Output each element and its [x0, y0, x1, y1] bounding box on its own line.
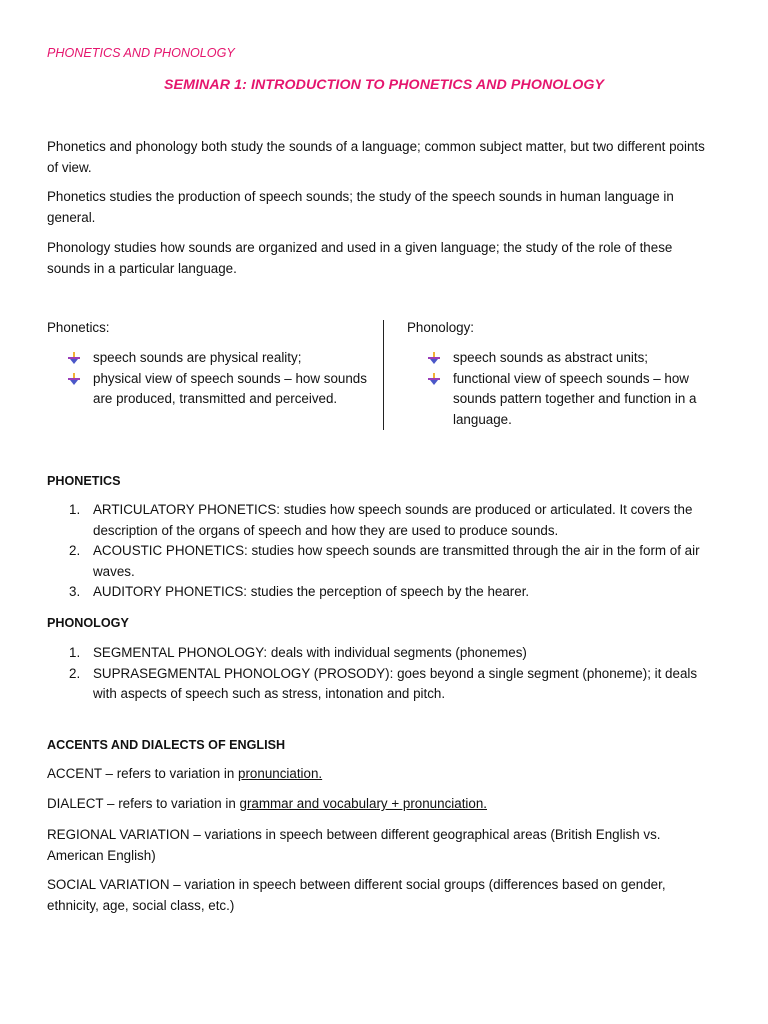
- dialect-definition: [47, 794, 719, 815]
- accent-definition: [47, 764, 719, 785]
- phonology-column-label: Phonology:: [407, 320, 475, 335]
- dialect-underlined-term: grammar and vocabulary + pronunciation.: [239, 796, 488, 811]
- list-item: [47, 541, 719, 582]
- list-item-text: speech sounds as abstract units;: [453, 350, 649, 365]
- list-item: [47, 500, 719, 541]
- intro-paragraph-1: Phonetics and phonology both study the sounds of a language; common subject matter, but two different points of view.: [47, 139, 705, 175]
- arrow-bullet-icon: [68, 352, 80, 364]
- dialect-definition-text: DIALECT – refers to variation in: [47, 796, 240, 811]
- accents-heading: ACCENTS AND DIALECTS OF ENGLISH: [47, 738, 286, 752]
- accent-definition-text: ACCENT – refers to variation in: [47, 766, 239, 781]
- phonetics-list: [47, 500, 719, 603]
- list-item: [47, 643, 719, 664]
- list-item-text: AUDITORY PHONETICS: studies the perception of speech by the hearer.: [93, 584, 530, 599]
- list-item-text: speech sounds are physical reality;: [93, 350, 302, 365]
- list-number: 2.: [69, 543, 81, 558]
- regional-variation: REGIONAL VARIATION – variations in speech between different geographical areas (British English vs. American English): [47, 827, 661, 863]
- list-item: [47, 664, 719, 705]
- intro-paragraph-3: Phonology studies how sounds are organized and used in a given language; the study of the role of these sounds in a particular language.: [47, 240, 673, 276]
- social-variation: SOCIAL VARIATION – variation in speech between different social groups (differences based on gender, ethnicity, age, social class, etc.): [47, 877, 666, 913]
- page-title: SEMINAR 1: INTRODUCTION TO PHONETICS AND PHONOLOGY: [163, 77, 605, 93]
- phonology-column: [407, 318, 725, 430]
- list-item: [47, 582, 719, 603]
- phonology-bullet-list: [407, 348, 725, 430]
- phonetics-bullet-list: [47, 348, 367, 410]
- accent-underlined-term: pronunciation.: [238, 766, 323, 781]
- column-divider: [383, 320, 384, 430]
- arrow-bullet-icon: [428, 373, 440, 385]
- list-item: [407, 369, 725, 431]
- list-number: 2.: [69, 665, 81, 681]
- phonetics-heading: PHONETICS: [47, 474, 121, 488]
- arrow-bullet-icon: [68, 373, 80, 385]
- list-item: [407, 348, 725, 369]
- list-number: 1.: [69, 645, 81, 660]
- list-number: 3.: [69, 584, 81, 599]
- list-item: [47, 369, 367, 410]
- list-item-text: SUPRASEGMENTAL PHONOLOGY (PROSODY): goes beyond a single segment (phoneme); it deals with aspects of speech such as stress, intonation and pitch.: [93, 665, 698, 701]
- intro-paragraph-2: Phonetics studies the production of speech sounds; the study of the speech sounds in human language in general.: [47, 189, 674, 225]
- list-item-text: ACOUSTIC PHONETICS: studies how speech sounds are transmitted through the air in the form of air waves.: [93, 543, 700, 579]
- list-item-text: SEGMENTAL PHONOLOGY: deals with individual segments (phonemes): [93, 645, 527, 660]
- document-header: PHONETICS AND PHONOLOGY: [47, 46, 235, 60]
- list-number: 1.: [69, 502, 81, 517]
- phonology-list: [47, 643, 719, 705]
- arrow-bullet-icon: [428, 352, 440, 364]
- list-item-text: physical view of speech sounds – how sounds are produced, transmitted and perceived.: [93, 370, 367, 406]
- phonetics-column-label: Phonetics:: [47, 320, 110, 335]
- phonetics-column: [47, 318, 367, 410]
- list-item-text: functional view of speech sounds – how sounds pattern together and function in a language.: [453, 370, 697, 427]
- list-item: [47, 348, 367, 369]
- phonology-heading: PHONOLOGY: [47, 616, 129, 630]
- list-item-text: ARTICULATORY PHONETICS: studies how speech sounds are produced or articulated. It covers the description of the organs of speech and how they are used to produce sounds.: [93, 502, 693, 538]
